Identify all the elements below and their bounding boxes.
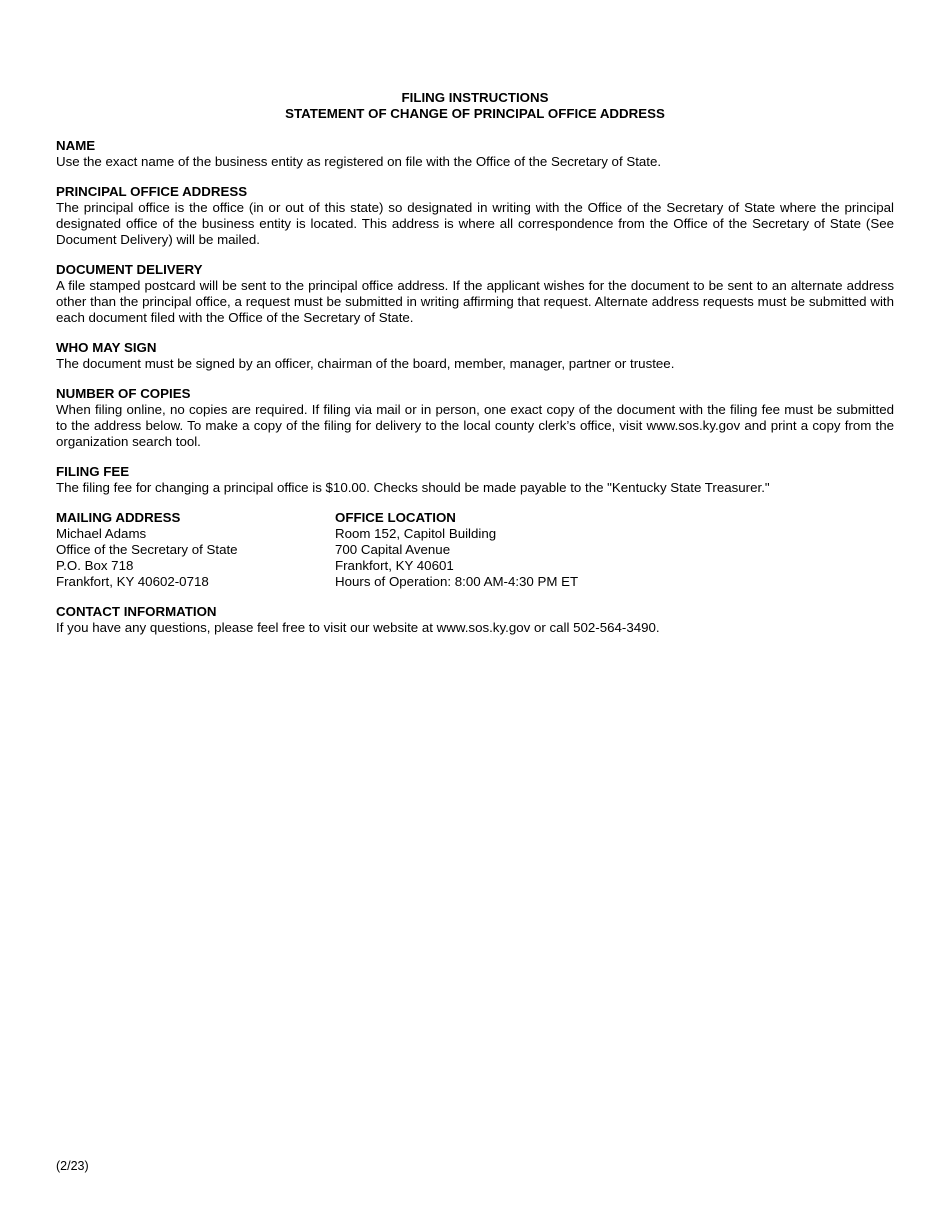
section-body: A file stamped postcard will be sent to the principal office address. If the applicant wishes for the document to be sent to an alternate address other than the principal office, a request must be submitted in writing affirming that request. Alternate address requests must be submitted with each document filed with the Office of the Secretary of State. xyxy=(56,278,894,325)
document-title xyxy=(56,90,894,122)
section-contact xyxy=(56,604,894,636)
section-heading: PRINCIPAL OFFICE ADDRESS xyxy=(56,184,248,199)
revision-date: (2/23) xyxy=(56,1159,89,1173)
location-line: Hours of Operation: 8:00 AM-4:30 PM ET xyxy=(335,574,579,589)
section-heading: CONTACT INFORMATION xyxy=(56,604,217,619)
address-line: P.O. Box 718 xyxy=(56,558,134,573)
section-heading: NAME xyxy=(56,138,96,153)
section-body: When filing online, no copies are required. If filing via mail or in person, one exact copy of the document with the filing fee must be submitted to the address below. To make a copy of the filing for delivery to the local county clerk’s office, visit www.sos.ky.gov and print a copy from the organization search tool. xyxy=(56,402,894,449)
title-line-2: STATEMENT OF CHANGE OF PRINCIPAL OFFICE ADDRESS xyxy=(285,106,665,121)
section-body: The filing fee for changing a principal office is $10.00. Checks should be made payable to the "Kentucky State Treasurer." xyxy=(56,480,770,495)
section-body: The document must be signed by an officer, chairman of the board, member, manager, partner or trustee. xyxy=(56,356,675,371)
section-document-delivery xyxy=(56,262,894,326)
section-body: The principal office is the office (in or out of this state) so designated in writing with the Office of the Secretary of State where the principal designated office of the business entity is located. This address is where all correspondence from the Office of the Secretary of State (See Document Delivery) will be mailed. xyxy=(56,200,894,247)
title-line-1: FILING INSTRUCTIONS xyxy=(401,90,549,105)
section-heading: NUMBER OF COPIES xyxy=(56,386,191,401)
location-line: 700 Capital Avenue xyxy=(335,542,451,557)
address-line: Michael Adams xyxy=(56,526,147,541)
section-heading: WHO MAY SIGN xyxy=(56,340,157,355)
section-body: If you have any questions, please feel free to visit our website at www.sos.ky.gov or call 502-564-3490. xyxy=(56,620,660,635)
document-page xyxy=(56,90,894,636)
section-number-of-copies xyxy=(56,386,894,450)
section-who-may-sign xyxy=(56,340,894,372)
section-heading: DOCUMENT DELIVERY xyxy=(56,262,203,277)
office-location-block xyxy=(335,510,735,590)
section-heading: MAILING ADDRESS xyxy=(56,510,181,525)
location-line: Frankfort, KY 40601 xyxy=(335,558,454,573)
address-line: Frankfort, KY 40602-0718 xyxy=(56,574,209,589)
section-name xyxy=(56,138,894,170)
address-line: Office of the Secretary of State xyxy=(56,542,238,557)
section-filing-fee xyxy=(56,464,894,496)
section-body: Use the exact name of the business entity as registered on file with the Office of the Secretary of State. xyxy=(56,154,662,169)
mailing-address-block xyxy=(56,510,335,590)
address-columns xyxy=(56,510,894,590)
location-line: Room 152, Capitol Building xyxy=(335,526,497,541)
section-heading: FILING FEE xyxy=(56,464,130,479)
section-heading: OFFICE LOCATION xyxy=(335,510,456,525)
section-principal-office xyxy=(56,184,894,248)
